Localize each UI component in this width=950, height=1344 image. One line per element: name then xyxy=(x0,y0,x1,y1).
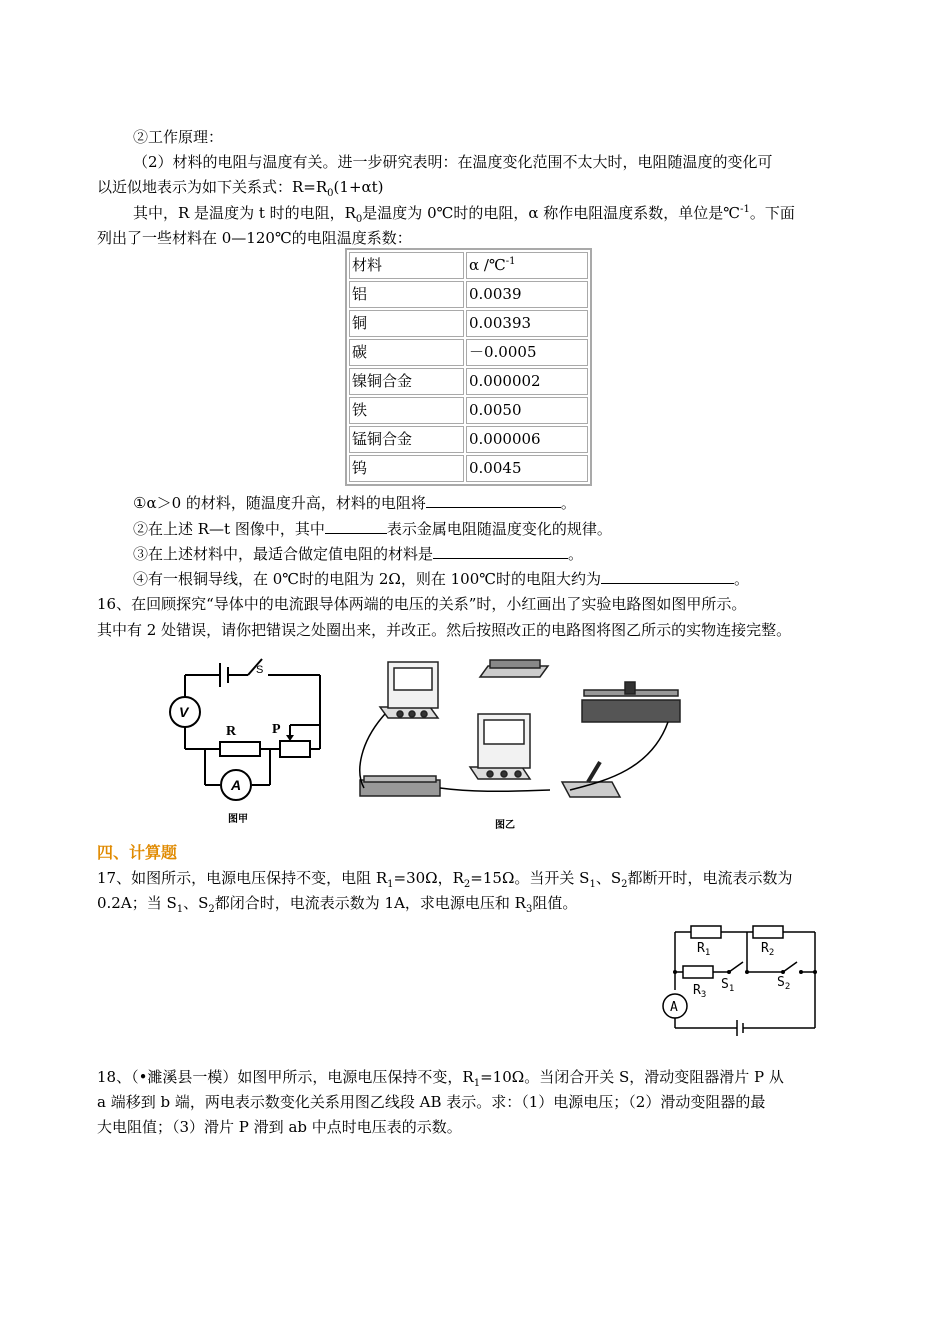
table-cell: 0.0050 xyxy=(466,397,588,424)
label-r2: $R_2$ xyxy=(761,941,775,958)
line-resistance-temp: （2）材料的电阻与温度有关。进一步研究表明：在温度变化范围不太大时，电阻随温度的变化可 xyxy=(133,153,773,171)
answer-blank xyxy=(325,519,387,534)
caption-yi: 图乙 xyxy=(495,820,515,831)
problem-16-line-1: 16、在回顾探究“导体中的电流跟导体两端的电压的关系”时，小红画出了实验电路图如图甲所示。 xyxy=(97,595,747,613)
table-cell: 0.0039 xyxy=(466,281,588,308)
question-3: ③在上述材料中，最适合做定值电阻的材料是 。 xyxy=(133,545,584,563)
table-row xyxy=(349,281,588,308)
problem-17-line-1: 17、如图所示，电源电压保持不变，电阻 $R_1=30\Omega$，$R_2=15\Omega$。当开关 $S_1$、$S_2$都断开时，电流表示数为 xyxy=(97,869,793,890)
answer-blank xyxy=(433,544,568,559)
label-r3: $R_3$ xyxy=(693,983,707,1000)
table-row xyxy=(349,339,588,366)
question-1: ①α＞0 的材料，随温度升高，材料的电阻将 。 xyxy=(133,494,576,512)
table-cell: 铝 xyxy=(349,281,464,308)
table-cell: 碳 xyxy=(349,339,464,366)
label-r1: $R_1$ xyxy=(697,941,711,958)
apparatus-diagram-yi xyxy=(350,652,695,834)
question-2: ②在上述 R—t 图像中，其中 表示金属电阻随温度变化的规律。 xyxy=(133,520,612,538)
problem-18-line-2: a 端移到 b 端，两电表示数变化关系用图乙线段 AB 表示。求：（1）电源电压；（2）滑动变阻器的最 xyxy=(97,1093,766,1111)
table-cell: 0.000006 xyxy=(466,426,588,453)
line-working-principle: ②工作原理： xyxy=(133,128,224,146)
table-row xyxy=(349,455,588,482)
line-list-intro: 列出了一些材料在 0—120℃的电阻温度系数： xyxy=(97,229,412,247)
table-row xyxy=(349,310,588,337)
problem-18-line-3: 大电阻值；（3）滑片 P 滑到 ab 中点时电压表的示数。 xyxy=(97,1118,462,1136)
label-slider-p: P xyxy=(272,722,281,737)
label-switch-s: S xyxy=(256,664,264,676)
table-header-row xyxy=(349,252,588,279)
table-cell: 0.0045 xyxy=(466,455,588,482)
question-4: ④有一根铜导线，在 0℃时的电阻为 2Ω，则在 100℃时的电阻大约为 。 xyxy=(133,570,750,588)
label-resistor-r: R xyxy=(226,724,237,739)
label-voltmeter-v: V xyxy=(179,704,189,720)
line-where: 其中，R 是温度为 t 时的电阻，$R_0$是温度为 0℃时的电阻，α 称作电阻温度系数，单位是℃$^{-1}$。下面 xyxy=(133,204,795,225)
problem-17-line-2: 0.2A；当 $S_1$、$S_2$都闭合时，电流表示数为 1A，求电源电压和 $R_3$阻值。 xyxy=(97,894,578,915)
circuit-diagram-17 xyxy=(655,918,825,1038)
problem-18-line-1: 18、（•濉溪县一模）如图甲所示，电源电压保持不变，$R_1=10\Omega$。当闭合开关 S，滑动变阻器滑片 P 从 xyxy=(97,1068,784,1089)
table-header-alpha: α /℃$^{-1}$ xyxy=(466,252,588,279)
table-cell: 铁 xyxy=(349,397,464,424)
answer-blank xyxy=(601,569,734,584)
table-cell: 0.00393 xyxy=(466,310,588,337)
circuit-diagram-jia xyxy=(160,645,330,830)
label-s1: $S_1$ xyxy=(721,977,735,994)
coefficient-table xyxy=(345,248,592,486)
table-cell: 0.000002 xyxy=(466,368,588,395)
table-header-material: 材料 xyxy=(349,252,464,279)
problem-16-line-2: 其中有 2 处错误，请你把错误之处圈出来，并改正。然后按照改正的电路图将图乙所示的实物连接完整。 xyxy=(97,621,792,639)
table-cell: 锰铜合金 xyxy=(349,426,464,453)
label-s2: $S_2$ xyxy=(777,975,791,992)
line-formula: 以近似地表示为如下关系式：$R=R_0(1+\alpha t)$ xyxy=(97,178,384,199)
caption-jia: 图甲 xyxy=(228,814,248,825)
label-ammeter-a: A xyxy=(231,777,242,793)
label-ammeter-a: A xyxy=(670,1000,678,1015)
section-title-calculation: 四、计算题 xyxy=(97,843,178,862)
table-cell: 铜 xyxy=(349,310,464,337)
table-cell: 钨 xyxy=(349,455,464,482)
table-row xyxy=(349,397,588,424)
table-row xyxy=(349,426,588,453)
answer-blank xyxy=(426,493,561,508)
table-row xyxy=(349,368,588,395)
table-cell: －0.0005 xyxy=(466,339,588,366)
table-cell: 镍铜合金 xyxy=(349,368,464,395)
